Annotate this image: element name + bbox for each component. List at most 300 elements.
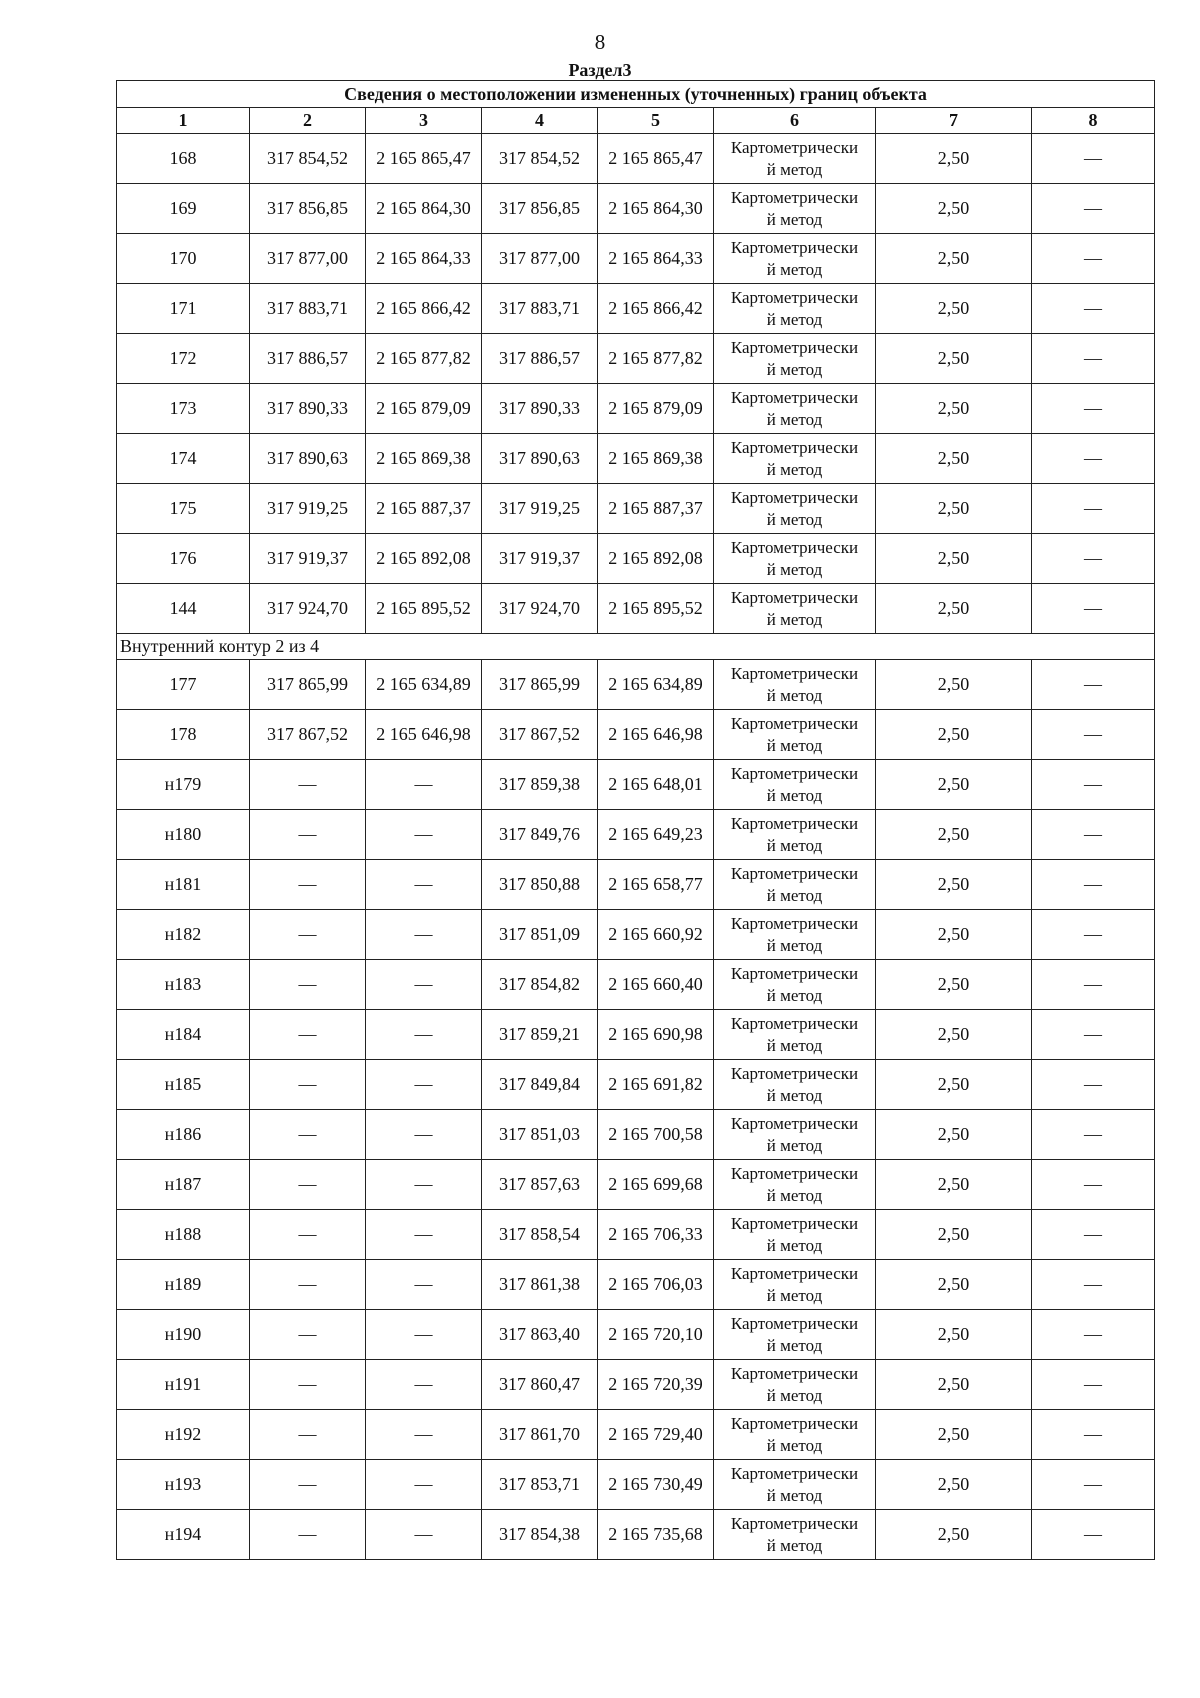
point-id-cell: н189 (117, 1260, 250, 1310)
refined-y-cell: 2 165 864,33 (598, 234, 714, 284)
refined-x-cell: 317 859,21 (482, 1010, 598, 1060)
method-line: Картометрически (730, 187, 859, 207)
existing-x-cell: — (250, 1010, 366, 1060)
table-caption: Сведения о местоположении измененных (уточненных) границ объекта (117, 81, 1155, 108)
table-row (117, 134, 1155, 184)
method-line: й метод (766, 1185, 823, 1205)
table-row (117, 434, 1155, 484)
point-id-cell: 177 (117, 660, 250, 710)
existing-y-cell: 2 165 892,08 (366, 534, 482, 584)
point-id-cell: н185 (117, 1060, 250, 1110)
table-row (117, 860, 1155, 910)
description-cell: — (1032, 584, 1155, 634)
method-line: Картометрически (730, 587, 859, 607)
method-cell (714, 860, 876, 910)
accuracy-cell: 2,50 (876, 434, 1032, 484)
accuracy-cell: 2,50 (876, 660, 1032, 710)
description-cell: — (1032, 334, 1155, 384)
description-cell: — (1032, 1010, 1155, 1060)
method-line: й метод (766, 509, 823, 529)
point-id-cell: 144 (117, 584, 250, 634)
method-line: й метод (766, 735, 823, 755)
accuracy-cell: 2,50 (876, 184, 1032, 234)
table-row (117, 334, 1155, 384)
refined-y-cell: 2 165 660,40 (598, 960, 714, 1010)
table-row (117, 584, 1155, 634)
column-number: 4 (482, 108, 598, 134)
existing-x-cell: — (250, 1510, 366, 1560)
refined-x-cell: 317 849,76 (482, 810, 598, 860)
point-id-cell: н192 (117, 1410, 250, 1460)
existing-y-cell: — (366, 1010, 482, 1060)
method-line: Картометрически (730, 1063, 859, 1083)
refined-x-cell: 317 851,09 (482, 910, 598, 960)
method-cell (714, 710, 876, 760)
existing-x-cell: — (250, 960, 366, 1010)
table-row (117, 810, 1155, 860)
existing-x-cell: — (250, 910, 366, 960)
table-row (117, 184, 1155, 234)
refined-y-cell: 2 165 895,52 (598, 584, 714, 634)
accuracy-cell: 2,50 (876, 1010, 1032, 1060)
refined-x-cell: 317 858,54 (482, 1210, 598, 1260)
method-line: й метод (766, 559, 823, 579)
method-cell (714, 234, 876, 284)
table-row (117, 1460, 1155, 1510)
method-line: Картометрически (730, 1463, 859, 1483)
description-cell: — (1032, 910, 1155, 960)
existing-x-cell: 317 919,37 (250, 534, 366, 584)
method-cell (714, 1060, 876, 1110)
accuracy-cell: 2,50 (876, 534, 1032, 584)
method-line: Картометрически (730, 1163, 859, 1183)
point-id-cell: 169 (117, 184, 250, 234)
refined-x-cell: 317 867,52 (482, 710, 598, 760)
accuracy-cell: 2,50 (876, 134, 1032, 184)
point-id-cell: н186 (117, 1110, 250, 1160)
column-number: 5 (598, 108, 714, 134)
column-number: 2 (250, 108, 366, 134)
column-number: 1 (117, 108, 250, 134)
refined-y-cell: 2 165 648,01 (598, 760, 714, 810)
existing-y-cell: — (366, 1360, 482, 1410)
existing-x-cell: 317 919,25 (250, 484, 366, 534)
method-line: й метод (766, 885, 823, 905)
contour-label: Внутренний контур 2 из 4 (117, 634, 1155, 660)
refined-y-cell: 2 165 879,09 (598, 384, 714, 434)
method-cell (714, 760, 876, 810)
accuracy-cell: 2,50 (876, 960, 1032, 1010)
description-cell: — (1032, 960, 1155, 1010)
accuracy-cell: 2,50 (876, 1210, 1032, 1260)
refined-x-cell: 317 861,38 (482, 1260, 598, 1310)
method-line: й метод (766, 209, 823, 229)
table-row (117, 1010, 1155, 1060)
description-cell: — (1032, 484, 1155, 534)
method-line: й метод (766, 1335, 823, 1355)
accuracy-cell: 2,50 (876, 1360, 1032, 1410)
description-cell: — (1032, 1410, 1155, 1460)
method-line: Картометрически (730, 387, 859, 407)
existing-x-cell: — (250, 1060, 366, 1110)
refined-x-cell: 317 883,71 (482, 284, 598, 334)
method-line: Картометрически (730, 1013, 859, 1033)
refined-x-cell: 317 863,40 (482, 1310, 598, 1360)
point-id-cell: н179 (117, 760, 250, 810)
method-line: Картометрически (730, 813, 859, 833)
method-cell (714, 810, 876, 860)
existing-x-cell: — (250, 1310, 366, 1360)
refined-x-cell: 317 919,25 (482, 484, 598, 534)
description-cell: — (1032, 1260, 1155, 1310)
accuracy-cell: 2,50 (876, 284, 1032, 334)
table-row (117, 1310, 1155, 1360)
table-row (117, 534, 1155, 584)
existing-x-cell: 317 867,52 (250, 710, 366, 760)
description-cell: — (1032, 1460, 1155, 1510)
accuracy-cell: 2,50 (876, 1510, 1032, 1560)
method-line: Картометрически (730, 713, 859, 733)
existing-y-cell: 2 165 864,30 (366, 184, 482, 234)
description-cell: — (1032, 1360, 1155, 1410)
description-cell: — (1032, 284, 1155, 334)
point-id-cell: н181 (117, 860, 250, 910)
existing-y-cell: 2 165 634,89 (366, 660, 482, 710)
point-id-cell: 173 (117, 384, 250, 434)
refined-x-cell: 317 849,84 (482, 1060, 598, 1110)
refined-y-cell: 2 165 866,42 (598, 284, 714, 334)
table-row (117, 484, 1155, 534)
point-id-cell: 168 (117, 134, 250, 184)
method-cell (714, 1110, 876, 1160)
refined-y-cell: 2 165 720,10 (598, 1310, 714, 1360)
refined-x-cell: 317 854,52 (482, 134, 598, 184)
refined-y-cell: 2 165 892,08 (598, 534, 714, 584)
method-line: Картометрически (730, 337, 859, 357)
method-line: й метод (766, 309, 823, 329)
refined-x-cell: 317 860,47 (482, 1360, 598, 1410)
refined-y-cell: 2 165 660,92 (598, 910, 714, 960)
description-cell: — (1032, 660, 1155, 710)
accuracy-cell: 2,50 (876, 1460, 1032, 1510)
method-cell (714, 184, 876, 234)
existing-x-cell: — (250, 810, 366, 860)
existing-x-cell: 317 890,63 (250, 434, 366, 484)
method-line: Картометрически (730, 137, 859, 157)
method-line: й метод (766, 159, 823, 179)
method-line: Картометрически (730, 763, 859, 783)
method-cell (714, 960, 876, 1010)
accuracy-cell: 2,50 (876, 234, 1032, 284)
accuracy-cell: 2,50 (876, 1260, 1032, 1310)
table-row (117, 1060, 1155, 1110)
method-cell (714, 484, 876, 534)
point-id-cell: 178 (117, 710, 250, 760)
point-id-cell: 175 (117, 484, 250, 534)
refined-x-cell: 317 856,85 (482, 184, 598, 234)
table-row (117, 1510, 1155, 1560)
accuracy-cell: 2,50 (876, 1160, 1032, 1210)
table-body (117, 134, 1155, 1560)
method-line: й метод (766, 1485, 823, 1505)
refined-x-cell: 317 854,38 (482, 1510, 598, 1560)
existing-y-cell: — (366, 1260, 482, 1310)
refined-x-cell: 317 850,88 (482, 860, 598, 910)
description-cell: — (1032, 860, 1155, 910)
accuracy-cell: 2,50 (876, 860, 1032, 910)
description-cell: — (1032, 534, 1155, 584)
existing-y-cell: 2 165 895,52 (366, 584, 482, 634)
method-line: Картометрически (730, 1313, 859, 1333)
accuracy-cell: 2,50 (876, 910, 1032, 960)
table-row (117, 760, 1155, 810)
accuracy-cell: 2,50 (876, 760, 1032, 810)
description-cell: — (1032, 810, 1155, 860)
existing-y-cell: 2 165 864,33 (366, 234, 482, 284)
method-line: й метод (766, 1435, 823, 1455)
existing-y-cell: 2 165 865,47 (366, 134, 482, 184)
table-row (117, 660, 1155, 710)
refined-x-cell: 317 877,00 (482, 234, 598, 284)
method-line: й метод (766, 1385, 823, 1405)
description-cell: — (1032, 1110, 1155, 1160)
point-id-cell: н184 (117, 1010, 250, 1060)
existing-y-cell: 2 165 646,98 (366, 710, 482, 760)
accuracy-cell: 2,50 (876, 1110, 1032, 1160)
refined-y-cell: 2 165 646,98 (598, 710, 714, 760)
point-id-cell: 171 (117, 284, 250, 334)
existing-y-cell: — (366, 1410, 482, 1460)
refined-y-cell: 2 165 706,33 (598, 1210, 714, 1260)
table-row (117, 1260, 1155, 1310)
method-line: Картометрически (730, 487, 859, 507)
description-cell: — (1032, 184, 1155, 234)
column-number-row (117, 108, 1155, 134)
method-line: й метод (766, 935, 823, 955)
method-cell (714, 134, 876, 184)
method-line: й метод (766, 1535, 823, 1555)
method-line: Картометрически (730, 1213, 859, 1233)
refined-x-cell: 317 857,63 (482, 1160, 598, 1210)
method-cell (714, 660, 876, 710)
point-id-cell: н180 (117, 810, 250, 860)
existing-x-cell: 317 856,85 (250, 184, 366, 234)
refined-x-cell: 317 890,33 (482, 384, 598, 434)
existing-y-cell: — (366, 910, 482, 960)
refined-y-cell: 2 165 887,37 (598, 484, 714, 534)
existing-x-cell: 317 865,99 (250, 660, 366, 710)
point-id-cell: 170 (117, 234, 250, 284)
refined-y-cell: 2 165 706,03 (598, 1260, 714, 1310)
refined-y-cell: 2 165 865,47 (598, 134, 714, 184)
page-number: 8 (594, 30, 606, 54)
point-id-cell: н193 (117, 1460, 250, 1510)
method-cell (714, 1360, 876, 1410)
refined-x-cell: 317 861,70 (482, 1410, 598, 1460)
accuracy-cell: 2,50 (876, 384, 1032, 434)
existing-y-cell: — (366, 960, 482, 1010)
existing-y-cell: — (366, 810, 482, 860)
method-line: Картометрически (730, 663, 859, 683)
refined-x-cell: 317 854,82 (482, 960, 598, 1010)
section-title: Раздел3 (568, 60, 632, 80)
method-line: й метод (766, 785, 823, 805)
table-row (117, 284, 1155, 334)
description-cell: — (1032, 434, 1155, 484)
method-line: Картометрически (730, 963, 859, 983)
point-id-cell: н194 (117, 1510, 250, 1560)
method-line: Картометрически (730, 237, 859, 257)
method-line: Картометрически (730, 437, 859, 457)
refined-y-cell: 2 165 700,58 (598, 1110, 714, 1160)
method-line: й метод (766, 1235, 823, 1255)
accuracy-cell: 2,50 (876, 1310, 1032, 1360)
method-line: й метод (766, 609, 823, 629)
point-id-cell: н183 (117, 960, 250, 1010)
accuracy-cell: 2,50 (876, 810, 1032, 860)
refined-y-cell: 2 165 864,30 (598, 184, 714, 234)
refined-x-cell: 317 924,70 (482, 584, 598, 634)
method-cell (714, 534, 876, 584)
method-line: й метод (766, 259, 823, 279)
existing-y-cell: 2 165 869,38 (366, 434, 482, 484)
refined-y-cell: 2 165 699,68 (598, 1160, 714, 1210)
existing-x-cell: — (250, 1110, 366, 1160)
method-cell (714, 284, 876, 334)
existing-y-cell: — (366, 1310, 482, 1360)
description-cell: — (1032, 760, 1155, 810)
method-cell (714, 1460, 876, 1510)
refined-y-cell: 2 165 730,49 (598, 1460, 714, 1510)
table-row (117, 1410, 1155, 1460)
accuracy-cell: 2,50 (876, 1410, 1032, 1460)
point-id-cell: н182 (117, 910, 250, 960)
existing-y-cell: — (366, 1210, 482, 1260)
column-number: 3 (366, 108, 482, 134)
method-line: й метод (766, 359, 823, 379)
description-cell: — (1032, 1160, 1155, 1210)
method-cell (714, 334, 876, 384)
method-line: й метод (766, 1285, 823, 1305)
method-line: Картометрически (730, 1513, 859, 1533)
method-cell (714, 1310, 876, 1360)
refined-x-cell: 317 886,57 (482, 334, 598, 384)
method-line: й метод (766, 835, 823, 855)
refined-y-cell: 2 165 649,23 (598, 810, 714, 860)
description-cell: — (1032, 1510, 1155, 1560)
point-id-cell: 172 (117, 334, 250, 384)
point-id-cell: н188 (117, 1210, 250, 1260)
column-number: 8 (1032, 108, 1155, 134)
existing-x-cell: 317 890,33 (250, 384, 366, 434)
existing-y-cell: — (366, 1460, 482, 1510)
method-line: й метод (766, 1085, 823, 1105)
method-line: й метод (766, 985, 823, 1005)
method-line: й метод (766, 685, 823, 705)
description-cell: — (1032, 1210, 1155, 1260)
description-cell: — (1032, 234, 1155, 284)
method-line: Картометрически (730, 1363, 859, 1383)
method-line: й метод (766, 409, 823, 429)
table-row (117, 234, 1155, 284)
method-cell (714, 384, 876, 434)
existing-y-cell: — (366, 1160, 482, 1210)
column-number: 7 (876, 108, 1032, 134)
method-cell (714, 910, 876, 960)
existing-y-cell: 2 165 866,42 (366, 284, 482, 334)
refined-y-cell: 2 165 691,82 (598, 1060, 714, 1110)
refined-y-cell: 2 165 720,39 (598, 1360, 714, 1410)
table-row (117, 960, 1155, 1010)
method-cell (714, 1510, 876, 1560)
existing-x-cell: — (250, 1360, 366, 1410)
refined-y-cell: 2 165 869,38 (598, 434, 714, 484)
existing-x-cell: 317 883,71 (250, 284, 366, 334)
accuracy-cell: 2,50 (876, 484, 1032, 534)
method-line: Картометрически (730, 1263, 859, 1283)
existing-x-cell: — (250, 1460, 366, 1510)
existing-y-cell: — (366, 860, 482, 910)
existing-x-cell: — (250, 1260, 366, 1310)
method-line: й метод (766, 1135, 823, 1155)
description-cell: — (1032, 710, 1155, 760)
table-row (117, 910, 1155, 960)
method-line: Картометрически (730, 287, 859, 307)
description-cell: — (1032, 384, 1155, 434)
method-cell (714, 584, 876, 634)
existing-x-cell: 317 924,70 (250, 584, 366, 634)
description-cell: — (1032, 1310, 1155, 1360)
table-row (117, 1160, 1155, 1210)
refined-y-cell: 2 165 634,89 (598, 660, 714, 710)
method-cell (714, 1410, 876, 1460)
boundary-coordinates-table (116, 80, 1155, 1560)
existing-y-cell: 2 165 877,82 (366, 334, 482, 384)
accuracy-cell: 2,50 (876, 710, 1032, 760)
existing-y-cell: — (366, 1110, 482, 1160)
refined-y-cell: 2 165 877,82 (598, 334, 714, 384)
method-line: Картометрически (730, 863, 859, 883)
method-cell (714, 434, 876, 484)
existing-x-cell: 317 886,57 (250, 334, 366, 384)
method-cell (714, 1160, 876, 1210)
description-cell: — (1032, 134, 1155, 184)
accuracy-cell: 2,50 (876, 1060, 1032, 1110)
refined-x-cell: 317 851,03 (482, 1110, 598, 1160)
refined-x-cell: 317 890,63 (482, 434, 598, 484)
existing-x-cell: 317 877,00 (250, 234, 366, 284)
existing-y-cell: — (366, 1060, 482, 1110)
description-cell: — (1032, 1060, 1155, 1110)
existing-x-cell: — (250, 760, 366, 810)
method-line: Картометрически (730, 1413, 859, 1433)
point-id-cell: 176 (117, 534, 250, 584)
refined-x-cell: 317 853,71 (482, 1460, 598, 1510)
accuracy-cell: 2,50 (876, 334, 1032, 384)
point-id-cell: н187 (117, 1160, 250, 1210)
existing-y-cell: — (366, 1510, 482, 1560)
table-row (117, 710, 1155, 760)
refined-y-cell: 2 165 658,77 (598, 860, 714, 910)
refined-x-cell: 317 919,37 (482, 534, 598, 584)
table-row (117, 384, 1155, 434)
refined-x-cell: 317 865,99 (482, 660, 598, 710)
point-id-cell: н190 (117, 1310, 250, 1360)
existing-x-cell: 317 854,52 (250, 134, 366, 184)
method-cell (714, 1210, 876, 1260)
existing-x-cell: — (250, 1410, 366, 1460)
point-id-cell: 174 (117, 434, 250, 484)
